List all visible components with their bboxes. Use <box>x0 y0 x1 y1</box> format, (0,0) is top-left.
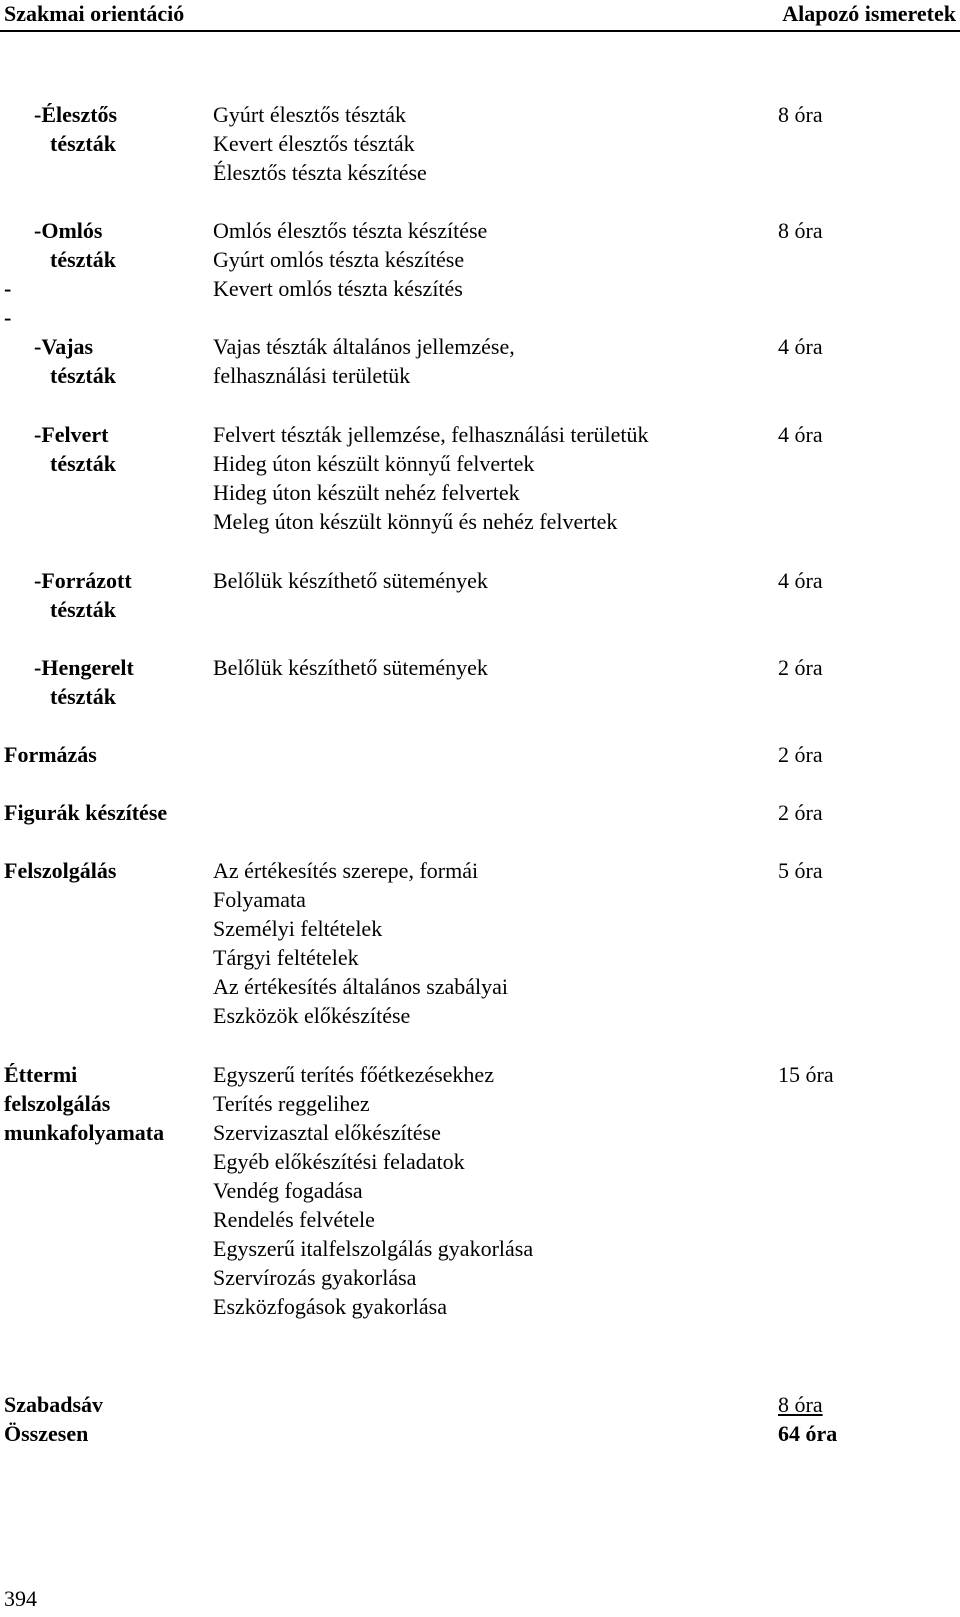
running-header-right: Alapozó ismeretek <box>782 1 956 26</box>
topic-contents <box>213 1060 533 1321</box>
topic-title-line: -Élesztős <box>34 102 118 127</box>
topic-title-line: Figurák készítése <box>4 800 168 825</box>
hours-value: 4 óra <box>778 568 823 593</box>
content-item: Meleg úton készült könnyű és nehéz felvertek <box>213 509 618 534</box>
content-item: Az értékesítés szerepe, formái <box>213 858 479 883</box>
summary-hours: 8 óra <box>778 1392 823 1417</box>
topic-title-line: Felszolgálás <box>4 858 117 883</box>
topic-title <box>0 653 200 711</box>
topic-title-line: tészták <box>50 684 116 709</box>
content-item: Kevert omlós tészta készítés <box>213 276 463 301</box>
topic-title-line: -Felvert <box>34 422 109 447</box>
content-item: Gyúrt omlós tészta készítése <box>213 247 465 272</box>
topic-title-line: felszolgálás <box>4 1091 111 1116</box>
hours-value: 4 óra <box>778 422 823 447</box>
hours-value: 2 óra <box>778 655 823 680</box>
topic-title-line: tészták <box>50 451 116 476</box>
topic-title-line: munkafolyamata <box>4 1120 165 1145</box>
hours-value: 5 óra <box>778 858 823 883</box>
topic-title <box>0 740 200 769</box>
running-header-left: Szakmai orientáció <box>4 1 185 26</box>
topic-title <box>0 856 200 885</box>
topic-title <box>0 420 200 478</box>
topic-title-line: tészták <box>50 363 116 388</box>
content-item: Az értékesítés általános szabályai <box>213 974 509 999</box>
topic-title-line: - <box>4 305 12 330</box>
content-item: Egyszerű terítés főétkezésekhez <box>213 1062 494 1087</box>
content-item: Személyi feltételek <box>213 916 383 941</box>
content-item: Eszközfogások gyakorlása <box>213 1294 447 1319</box>
topic-title-line: Formázás <box>4 742 97 767</box>
topic-title-line: Éttermi <box>4 1062 78 1087</box>
topic-title-line: tészták <box>50 597 116 622</box>
content-item: Hideg úton készült nehéz felvertek <box>213 480 520 505</box>
topic-contents <box>213 216 487 303</box>
topic-contents <box>213 653 488 682</box>
content-item: Belőlük készíthető sütemények <box>213 655 488 680</box>
content-item: Egyszerű italfelszolgálás gyakorlása <box>213 1236 534 1261</box>
content-item: Vendég fogadása <box>213 1178 363 1203</box>
hours-value: 2 óra <box>778 742 823 767</box>
topic-title <box>0 100 200 158</box>
content-item: Gyúrt élesztős tészták <box>213 102 407 127</box>
topic-title-line: - <box>4 276 12 301</box>
topic-title <box>0 798 200 827</box>
content-item: Omlós élesztős tészta készítése <box>213 218 488 243</box>
content-item: Terítés reggelihez <box>213 1091 370 1116</box>
content-item: felhasználási területük <box>213 363 411 388</box>
hours-value: 2 óra <box>778 800 823 825</box>
topic-title <box>0 216 200 332</box>
topic-title-line: -Forrázott <box>34 568 132 593</box>
content-item: Szervírozás gyakorlása <box>213 1265 417 1290</box>
hours-value: 15 óra <box>778 1062 834 1087</box>
topic-title <box>0 1060 200 1147</box>
topic-title-line: tészták <box>50 247 116 272</box>
topic-title-line: -Vajas <box>34 334 94 359</box>
hours-value: 8 óra <box>778 102 823 127</box>
content-item: Egyéb előkészítési feladatok <box>213 1149 465 1174</box>
content-item: Felvert tészták jellemzése, felhasználási területük <box>213 422 649 447</box>
content-item: Élesztős tészta készítése <box>213 160 427 185</box>
content-item: Szervizasztal előkészítése <box>213 1120 441 1145</box>
topic-title <box>0 566 200 624</box>
topic-contents <box>213 856 508 1030</box>
content-item: Kevert élesztős tészták <box>213 131 415 156</box>
topic-title-line: -Hengerelt <box>34 655 134 680</box>
content-item: Folyamata <box>213 887 306 912</box>
content-item: Rendelés felvétele <box>213 1207 375 1232</box>
topic-title-line: -Omlós <box>34 218 103 243</box>
hours-value: 8 óra <box>778 218 823 243</box>
content-item: Hideg úton készült könnyű felvertek <box>213 451 535 476</box>
content-item: Tárgyi feltételek <box>213 945 359 970</box>
content-item: Vajas tészták általános jellemzése, <box>213 334 515 359</box>
topic-contents <box>213 420 649 536</box>
summary-label: Összesen <box>4 1421 89 1446</box>
summary-label: Szabadsáv <box>4 1392 104 1417</box>
content-item: Belőlük készíthető sütemények <box>213 568 488 593</box>
header-rule <box>0 30 960 32</box>
topic-contents <box>213 100 427 187</box>
summary-hours: 64 óra <box>778 1421 838 1446</box>
topic-contents <box>213 332 515 390</box>
topic-title <box>0 332 200 390</box>
topic-title-line: tészták <box>50 131 116 156</box>
page-number: 394 <box>4 1586 37 1611</box>
hours-value: 4 óra <box>778 334 823 359</box>
content-item: Eszközök előkészítése <box>213 1003 411 1028</box>
topic-contents <box>213 566 488 595</box>
